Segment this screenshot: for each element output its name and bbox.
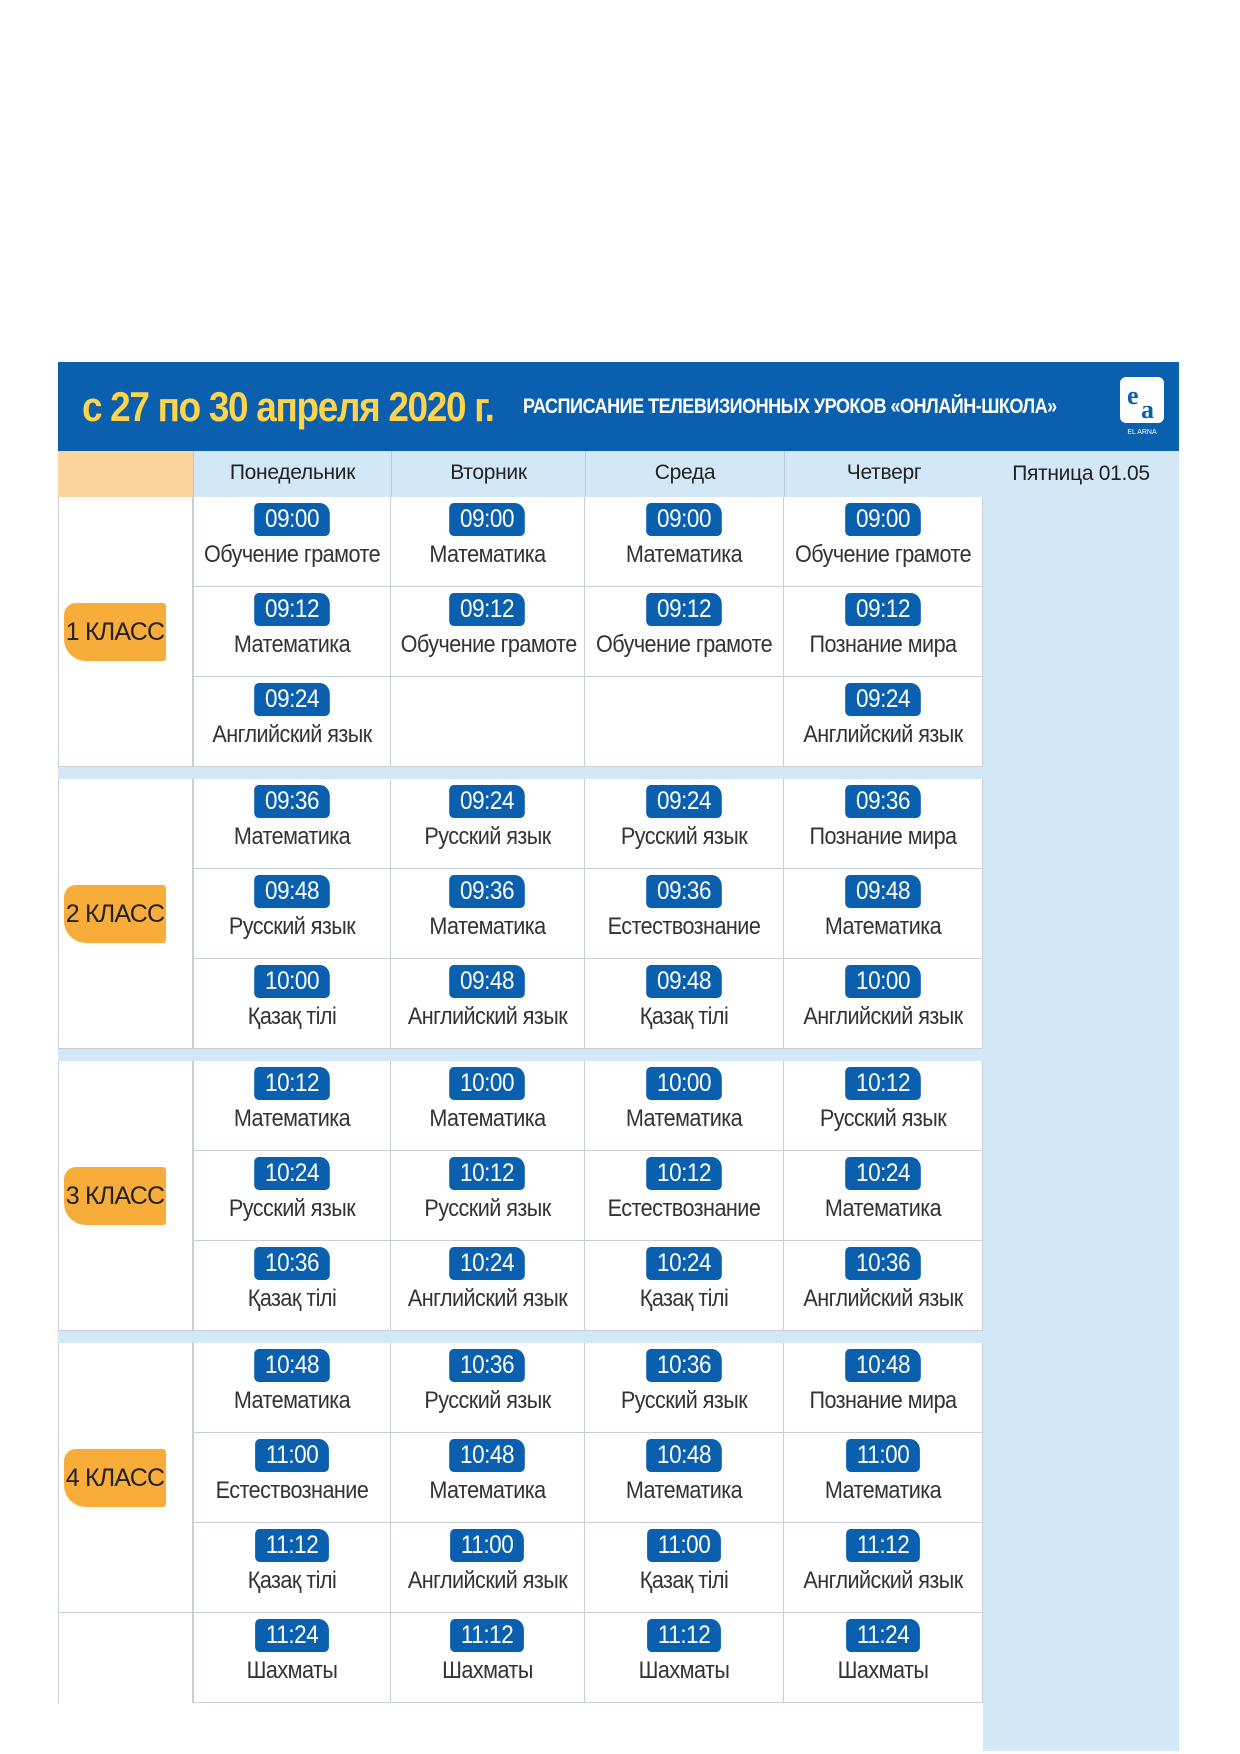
lesson-subject: Английский язык: [407, 1285, 568, 1312]
lesson-cell: [391, 1241, 585, 1331]
lesson-cell: [585, 1241, 784, 1331]
lesson-time-badge: 11:12: [647, 1619, 721, 1652]
lesson-cell: [585, 1343, 784, 1433]
lesson-time-badge: 11:24: [255, 1619, 329, 1652]
lesson-time-badge: 10:00: [254, 965, 330, 998]
lesson-time-badge: 10:48: [845, 1349, 921, 1382]
lesson-cell: [585, 1523, 784, 1613]
lesson-time-badge: 09:36: [646, 875, 722, 908]
lesson-cell: [391, 1151, 585, 1241]
lesson-cell: [193, 959, 391, 1049]
lesson-time-badge: 10:00: [646, 1067, 722, 1100]
lesson-subject: Қазақ тілі: [247, 1003, 337, 1030]
lesson-cell: [784, 1523, 983, 1613]
lesson-time-badge: 10:00: [845, 965, 921, 998]
lesson-time-badge: 10:48: [254, 1349, 330, 1382]
lesson-time-badge: 09:00: [254, 503, 330, 536]
lesson-cell: [784, 1151, 983, 1241]
lesson-subject: Обучение грамоте: [400, 631, 577, 658]
lesson-subject: Английский язык: [212, 721, 372, 748]
lesson-time-badge: 11:00: [647, 1529, 721, 1562]
corner-cell: [58, 451, 193, 497]
lesson-time-badge: 09:24: [254, 683, 330, 716]
class-label: 2 КЛАСС: [64, 885, 166, 943]
lesson-subject: Русский язык: [228, 1195, 356, 1222]
lesson-time-badge: 10:24: [450, 1247, 526, 1280]
lesson-time-badge: 09:24: [450, 785, 526, 818]
svg-text:e: e: [1127, 381, 1139, 410]
lesson-cell: [391, 677, 585, 767]
lesson-cell: [391, 1061, 585, 1151]
lesson-time-badge: 09:24: [845, 683, 921, 716]
lesson-time-badge: 09:36: [450, 875, 526, 908]
lesson-time-badge: 10:36: [450, 1349, 526, 1382]
lesson-cell: [784, 779, 983, 869]
lesson-subject: Английский язык: [407, 1567, 568, 1594]
lesson-cell: [193, 1433, 391, 1523]
lesson-subject: Математика: [429, 1105, 546, 1132]
lesson-time-badge: 10:48: [450, 1439, 526, 1472]
lesson-time-badge: 09:00: [450, 503, 526, 536]
lesson-time-badge: 09:48: [450, 965, 526, 998]
lesson-time-badge: 11:00: [846, 1439, 920, 1472]
lesson-time-badge: 10:24: [254, 1157, 330, 1190]
lesson-subject: Математика: [233, 1387, 351, 1414]
lesson-time-badge: 11:12: [255, 1529, 329, 1562]
lesson-cell: [391, 497, 585, 587]
lesson-cell: [585, 779, 784, 869]
schedule-sheet: [58, 362, 1179, 1751]
lesson-subject: Қазақ тілі: [639, 1567, 729, 1594]
lesson-subject: Қазақ тілі: [639, 1285, 729, 1312]
class-cell-extra: [58, 1613, 193, 1703]
lesson-subject: Шахматы: [638, 1657, 730, 1684]
lesson-subject: Математика: [625, 1477, 743, 1504]
lesson-time-badge: 09:12: [254, 593, 330, 626]
lesson-time-badge: 10:36: [254, 1247, 330, 1280]
lesson-cell: [784, 1433, 983, 1523]
lesson-cell: [784, 1613, 983, 1703]
lesson-cell: [784, 1241, 983, 1331]
lesson-cell: [193, 497, 391, 587]
class-separator: [58, 1049, 1179, 1061]
lesson-time-badge: 09:12: [646, 593, 722, 626]
lesson-cell: [193, 779, 391, 869]
lesson-subject: Познание мира: [809, 823, 957, 850]
lesson-time-badge: 09:24: [646, 785, 722, 818]
lesson-cell: [585, 1613, 784, 1703]
lesson-cell: [585, 587, 784, 677]
lesson-subject: Математика: [824, 913, 942, 940]
lesson-time-badge: 10:12: [845, 1067, 921, 1100]
lesson-subject: Шахматы: [246, 1657, 338, 1684]
class-separator: [58, 1331, 1179, 1343]
lesson-subject: Познание мира: [809, 1387, 957, 1414]
lesson-cell: [585, 677, 784, 767]
lesson-time-badge: 09:36: [254, 785, 330, 818]
lesson-cell: [193, 1523, 391, 1613]
lesson-time-badge: 10:36: [646, 1349, 722, 1382]
lesson-subject: Русский язык: [424, 1387, 551, 1414]
class-label: 4 КЛАСС: [64, 1449, 166, 1507]
lesson-cell: [193, 869, 391, 959]
lesson-cell: [193, 1151, 391, 1241]
lesson-subject: Естествознание: [607, 913, 761, 940]
lesson-cell: [585, 1151, 784, 1241]
lesson-subject: Английский язык: [803, 1285, 963, 1312]
logo-text: EL ARNA: [1127, 429, 1157, 436]
lesson-subject: Математика: [429, 1477, 546, 1504]
lesson-time-badge: 10:24: [845, 1157, 921, 1190]
lesson-time-badge: 09:00: [646, 503, 722, 536]
lesson-cell: [391, 1523, 585, 1613]
lesson-subject: Математика: [233, 1105, 351, 1132]
lesson-cell: [784, 1343, 983, 1433]
lesson-subject: Математика: [233, 823, 351, 850]
lesson-cell: [784, 959, 983, 1049]
lesson-subject: Шахматы: [442, 1657, 533, 1684]
friday-column: [983, 451, 1179, 1751]
schedule-title: РАСПИСАНИЕ ТЕЛЕВИЗИОННЫХ УРОКОВ «ОНЛАЙН-ШКОЛА»: [523, 394, 1057, 418]
lesson-time-badge: 11:00: [451, 1529, 525, 1562]
lesson-subject: Қазақ тілі: [247, 1567, 337, 1594]
lesson-cell: [193, 1241, 391, 1331]
lesson-subject: Математика: [824, 1195, 942, 1222]
lesson-cell: [193, 1061, 391, 1151]
lesson-subject: Математика: [429, 913, 546, 940]
lesson-cell: [585, 959, 784, 1049]
lesson-cell: [391, 1433, 585, 1523]
lesson-subject: Математика: [625, 1105, 743, 1132]
lesson-time-badge: 11:24: [846, 1619, 920, 1652]
day-header: Среда: [585, 451, 784, 497]
lesson-subject: Русский язык: [620, 823, 748, 850]
lesson-subject: Обучение грамоте: [794, 541, 972, 568]
header-bar: [58, 362, 1179, 451]
lesson-time-badge: 10:12: [646, 1157, 722, 1190]
lesson-cell: [391, 1613, 585, 1703]
lesson-cell: [784, 677, 983, 767]
lesson-cell: [391, 869, 585, 959]
lesson-time-badge: 09:48: [646, 965, 722, 998]
lesson-subject: Қазақ тілі: [247, 1285, 337, 1312]
lesson-subject: Английский язык: [407, 1003, 568, 1030]
lesson-cell: [193, 1343, 391, 1433]
friday-header: Пятница 01.05: [1012, 462, 1150, 485]
date-range: с 27 по 30 апреля 2020 г.: [82, 382, 494, 430]
lesson-subject: Математика: [824, 1477, 942, 1504]
lesson-cell: [585, 869, 784, 959]
lesson-subject: Английский язык: [803, 1003, 963, 1030]
lesson-time-badge: 09:00: [845, 503, 921, 536]
lesson-subject: Математика: [233, 631, 351, 658]
day-header: Понедельник: [193, 451, 391, 497]
lesson-subject: Английский язык: [803, 1567, 963, 1594]
lesson-subject: Русский язык: [819, 1105, 947, 1132]
lesson-time-badge: 10:12: [450, 1157, 526, 1190]
lesson-time-badge: 09:48: [845, 875, 921, 908]
lesson-cell: [784, 869, 983, 959]
lesson-subject: Русский язык: [424, 1195, 551, 1222]
lesson-subject: Естествознание: [607, 1195, 761, 1222]
lesson-cell: [784, 1061, 983, 1151]
lesson-subject: Обучение грамоте: [203, 541, 381, 568]
lesson-time-badge: 10:12: [254, 1067, 330, 1100]
lesson-subject: Английский язык: [803, 721, 963, 748]
class-label: 3 КЛАСС: [64, 1167, 166, 1225]
class-separator: [58, 767, 1179, 779]
lesson-cell: [193, 587, 391, 677]
lesson-subject: Обучение грамоте: [595, 631, 773, 658]
lesson-cell: [585, 497, 784, 587]
lesson-subject: Познание мира: [809, 631, 957, 658]
lesson-subject: Математика: [625, 541, 743, 568]
lesson-cell: [391, 1343, 585, 1433]
lesson-cell: [784, 497, 983, 587]
lesson-time-badge: 09:48: [254, 875, 330, 908]
lesson-cell: [784, 587, 983, 677]
lesson-time-badge: 11:12: [451, 1619, 525, 1652]
lesson-subject: Естествознание: [215, 1477, 369, 1504]
lesson-subject: Шахматы: [837, 1657, 929, 1684]
lesson-subject: Русский язык: [228, 913, 356, 940]
lesson-subject: Қазақ тілі: [639, 1003, 729, 1030]
lesson-time-badge: 10:48: [646, 1439, 722, 1472]
lesson-time-badge: 10:00: [450, 1067, 526, 1100]
lesson-time-badge: 11:00: [255, 1439, 329, 1472]
class-label: 1 КЛАСС: [64, 603, 166, 661]
lesson-cell: [391, 959, 585, 1049]
lesson-time-badge: 11:12: [846, 1529, 920, 1562]
lesson-cell: [391, 587, 585, 677]
svg-text:a: a: [1141, 395, 1154, 424]
lesson-subject: Русский язык: [620, 1387, 748, 1414]
lesson-time-badge: 10:24: [646, 1247, 722, 1280]
lesson-cell: [193, 677, 391, 767]
lesson-cell: [391, 779, 585, 869]
lesson-subject: Математика: [429, 541, 546, 568]
day-header: Четверг: [784, 451, 983, 497]
el-arna-logo-icon: [1119, 376, 1165, 438]
lesson-time-badge: 09:36: [845, 785, 921, 818]
lesson-time-badge: 09:12: [450, 593, 526, 626]
lesson-subject: Русский язык: [424, 823, 551, 850]
lesson-cell: [585, 1061, 784, 1151]
lesson-cell: [193, 1613, 391, 1703]
lesson-time-badge: 09:12: [845, 593, 921, 626]
lesson-cell: [585, 1433, 784, 1523]
day-header: Вторник: [391, 451, 585, 497]
lesson-time-badge: 10:36: [845, 1247, 921, 1280]
